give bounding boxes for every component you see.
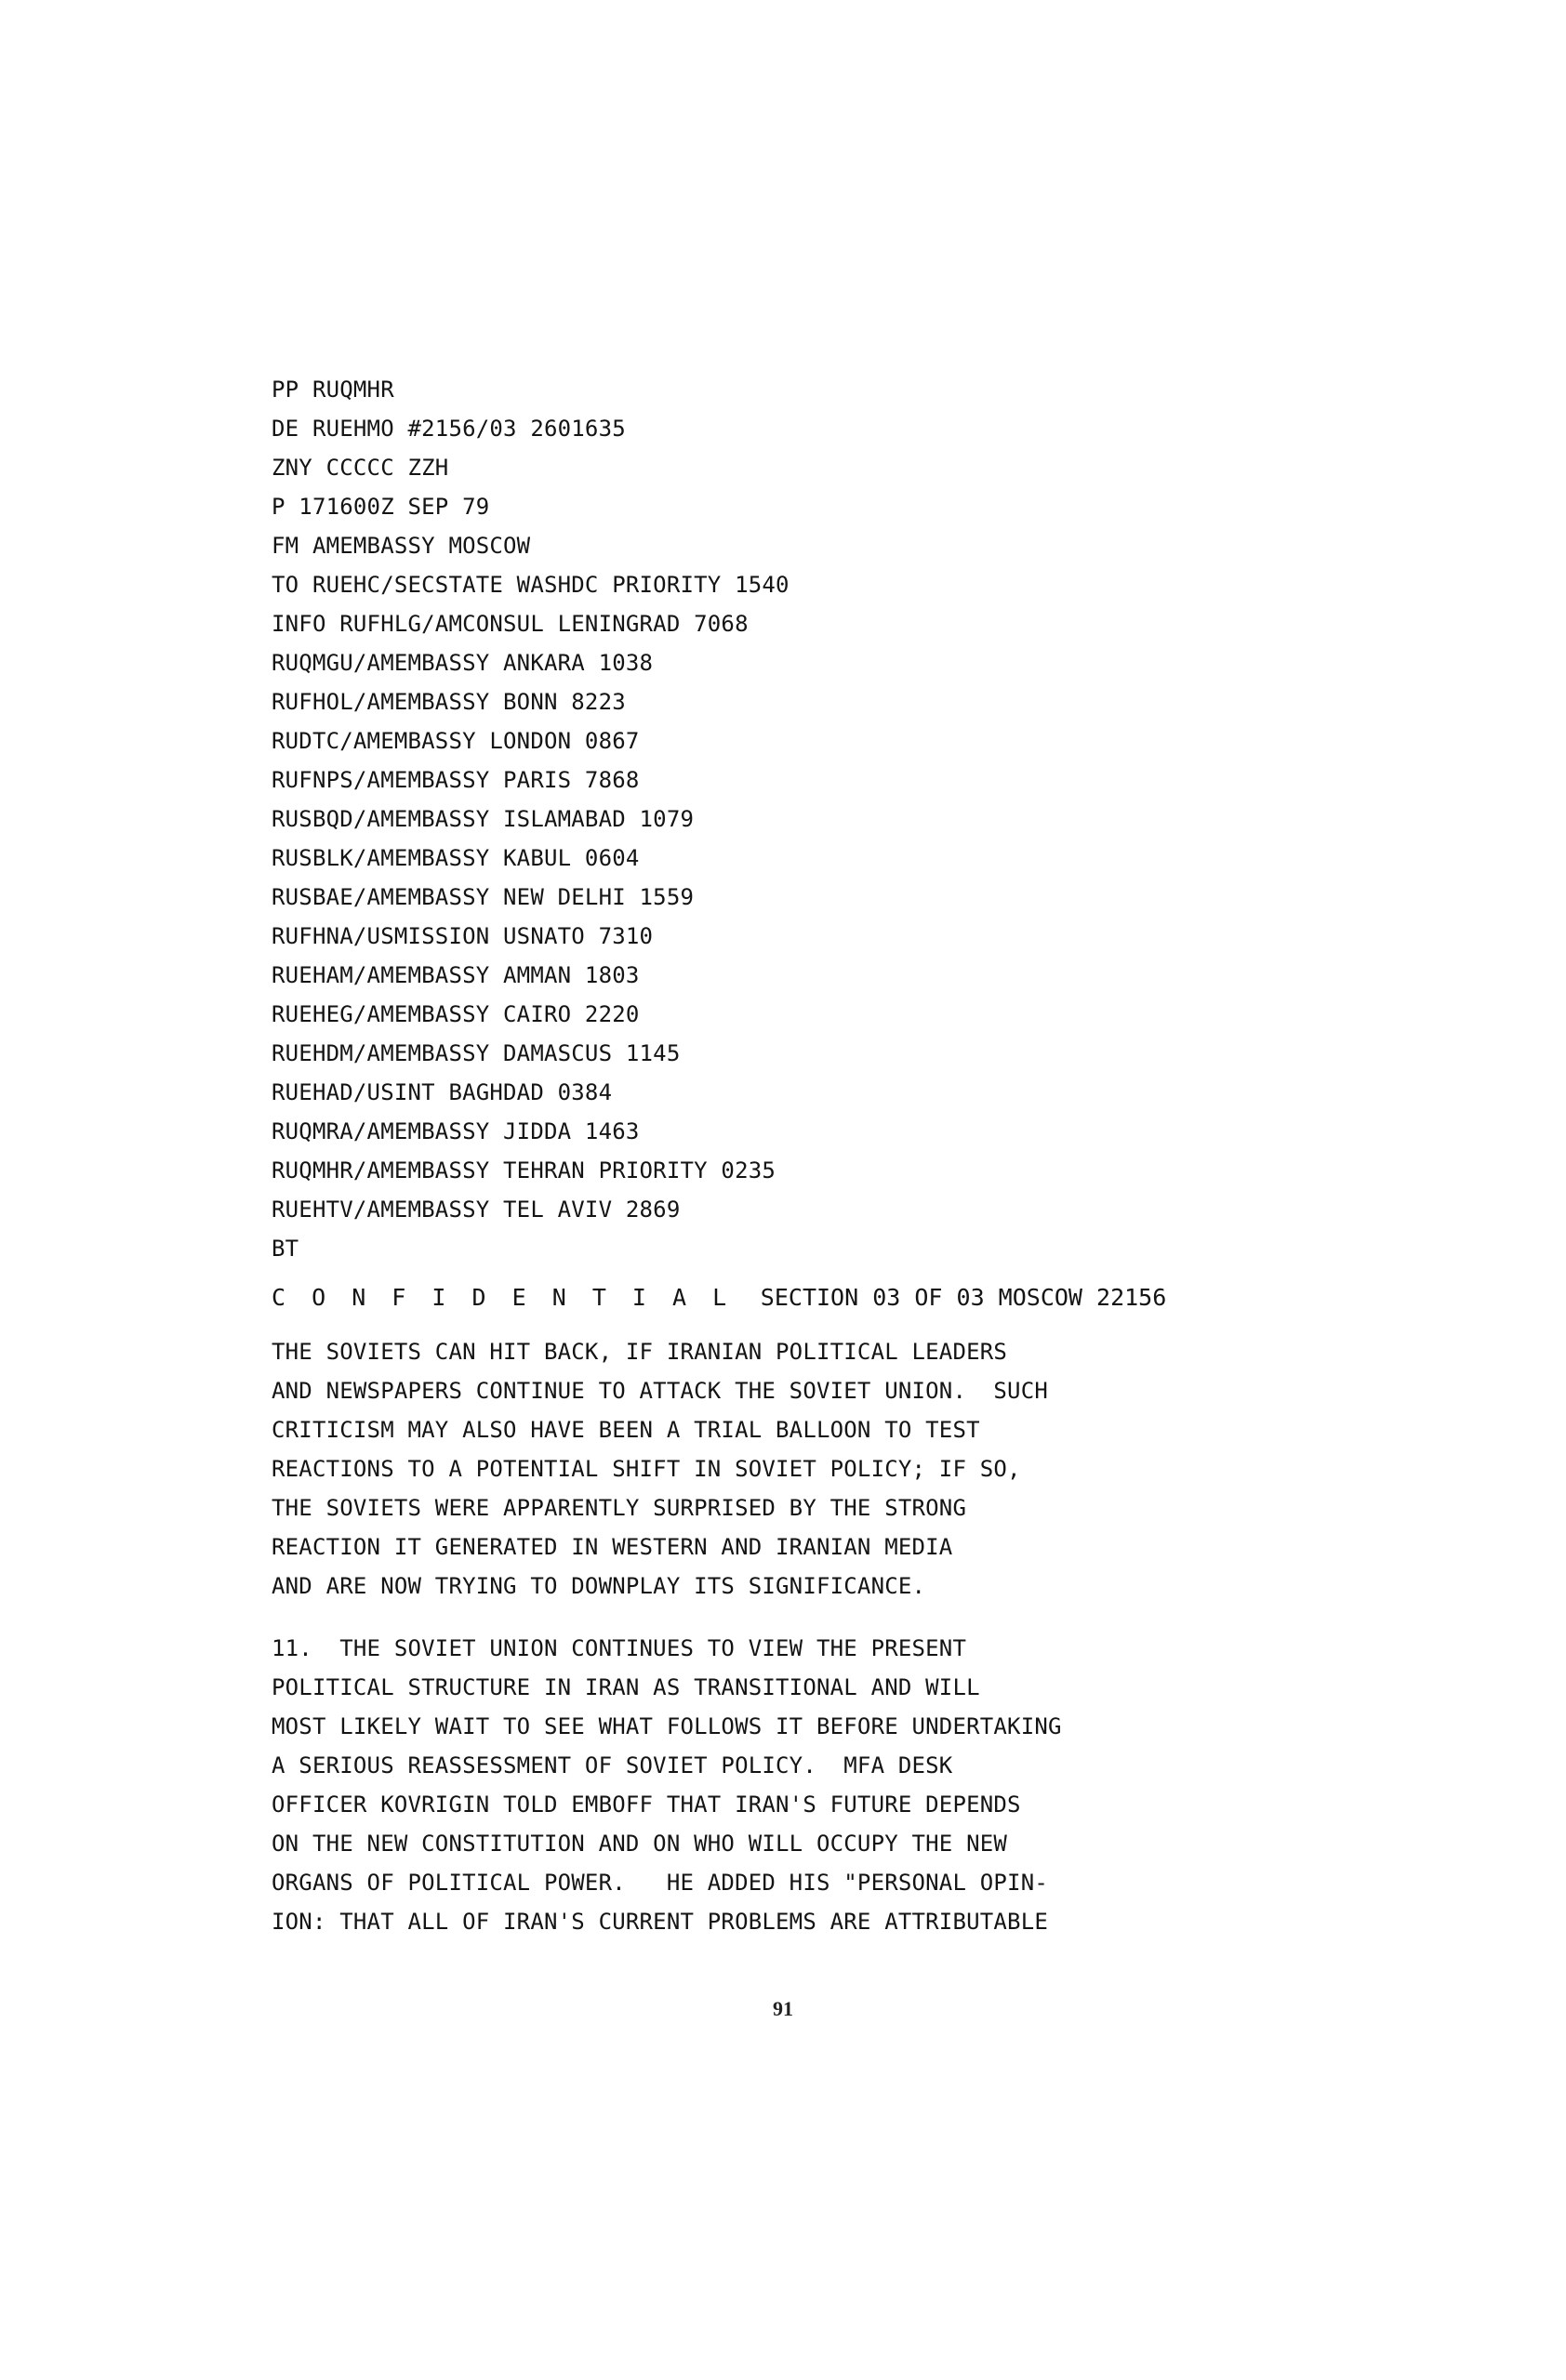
to-line: TO RUEHC/SECSTATE WASHDC PRIORITY 1540 bbox=[272, 572, 790, 598]
addressee-line: RUFNPS/AMEMBASSY PARIS 7868 bbox=[272, 767, 640, 793]
body-line: ION: THAT ALL OF IRAN'S CURRENT PROBLEMS ARE ATTRIBUTABLE bbox=[272, 1909, 1049, 1935]
addressee-line: RUSBQD/AMEMBASSY ISLAMABAD 1079 bbox=[272, 806, 695, 832]
addressee-line: RUQMHR/AMEMBASSY TEHRAN PRIORITY 0235 bbox=[272, 1157, 776, 1183]
addressee-line: RUEHAM/AMEMBASSY AMMAN 1803 bbox=[272, 962, 640, 988]
addressee-line: RUEHAD/USINT BAGHDAD 0384 bbox=[272, 1079, 613, 1105]
body-line: MOST LIKELY WAIT TO SEE WHAT FOLLOWS IT BEFORE UNDERTAKING bbox=[272, 1713, 1062, 1739]
addressee-line: RUQMRA/AMEMBASSY JIDDA 1463 bbox=[272, 1118, 640, 1144]
body-line: OFFICER KOVRIGIN TOLD EMBOFF THAT IRAN'S FUTURE DEPENDS bbox=[272, 1792, 1021, 1818]
body-line: THE SOVIETS CAN HIT BACK, IF IRANIAN POLITICAL LEADERS bbox=[272, 1339, 1008, 1365]
break-marker: BT bbox=[272, 1236, 299, 1262]
addressee-line: RUSBAE/AMEMBASSY NEW DELHI 1559 bbox=[272, 884, 695, 910]
body-line: A SERIOUS REASSESSMENT OF SOVIET POLICY. MFA DESK bbox=[272, 1752, 953, 1778]
routing-line: P 171600Z SEP 79 bbox=[272, 494, 490, 520]
body-line: AND ARE NOW TRYING TO DOWNPLAY ITS SIGNIFICANCE. bbox=[272, 1573, 926, 1599]
addressee-line: RUEHDM/AMEMBASSY DAMASCUS 1145 bbox=[272, 1040, 681, 1066]
body-line: ORGANS OF POLITICAL POWER. HE ADDED HIS "PERSONAL OPIN- bbox=[272, 1870, 1049, 1896]
classification-line bbox=[272, 1278, 1294, 1317]
routing-line: DE RUEHMO #2156/03 2601635 bbox=[272, 416, 626, 442]
addressee-line: RUQMGU/AMEMBASSY ANKARA 1038 bbox=[272, 650, 654, 676]
addressee-line: RUSBLK/AMEMBASSY KABUL 0604 bbox=[272, 845, 640, 871]
cable-routing-header bbox=[272, 370, 1294, 1268]
routing-line: ZNY CCCCC ZZH bbox=[272, 455, 449, 481]
body-line: REACTION IT GENERATED IN WESTERN AND IRANIAN MEDIA bbox=[272, 1534, 953, 1560]
body-line: 11. THE SOVIET UNION CONTINUES TO VIEW THE PRESENT bbox=[272, 1635, 967, 1661]
from-line: FM AMEMBASSY MOSCOW bbox=[272, 533, 531, 559]
body-paragraph bbox=[272, 1332, 1294, 1606]
page-number: 91 bbox=[773, 1997, 793, 2020]
numbered-paragraph-11 bbox=[272, 1629, 1294, 1941]
body-line: ON THE NEW CONSTITUTION AND ON WHO WILL OCCUPY THE NEW bbox=[272, 1831, 1008, 1857]
body-line: REACTIONS TO A POTENTIAL SHIFT IN SOVIET POLICY; IF SO, bbox=[272, 1456, 1021, 1482]
info-line: INFO RUFHLG/AMCONSUL LENINGRAD 7068 bbox=[272, 611, 749, 637]
addressee-line: RUEHEG/AMEMBASSY CAIRO 2220 bbox=[272, 1001, 640, 1027]
section-reference: SECTION 03 OF 03 MOSCOW 22156 bbox=[760, 1284, 1167, 1311]
body-line: CRITICISM MAY ALSO HAVE BEEN A TRIAL BALLOON TO TEST bbox=[272, 1417, 980, 1443]
body-line: THE SOVIETS WERE APPARENTLY SURPRISED BY THE STRONG bbox=[272, 1495, 967, 1521]
addressee-line: RUFHNA/USMISSION USNATO 7310 bbox=[272, 923, 654, 949]
addressee-line: RUDTC/AMEMBASSY LONDON 0867 bbox=[272, 728, 640, 754]
addressee-line: RUFHOL/AMEMBASSY BONN 8223 bbox=[272, 689, 626, 715]
classification-marking: C O N F I D E N T I A L bbox=[272, 1284, 733, 1311]
body-line: AND NEWSPAPERS CONTINUE TO ATTACK THE SOVIET UNION. SUCH bbox=[272, 1378, 1049, 1404]
addressee-line: RUEHTV/AMEMBASSY TEL AVIV 2869 bbox=[272, 1197, 681, 1223]
routing-line: PP RUQMHR bbox=[272, 377, 394, 403]
body-line: POLITICAL STRUCTURE IN IRAN AS TRANSITIONAL AND WILL bbox=[272, 1674, 980, 1700]
